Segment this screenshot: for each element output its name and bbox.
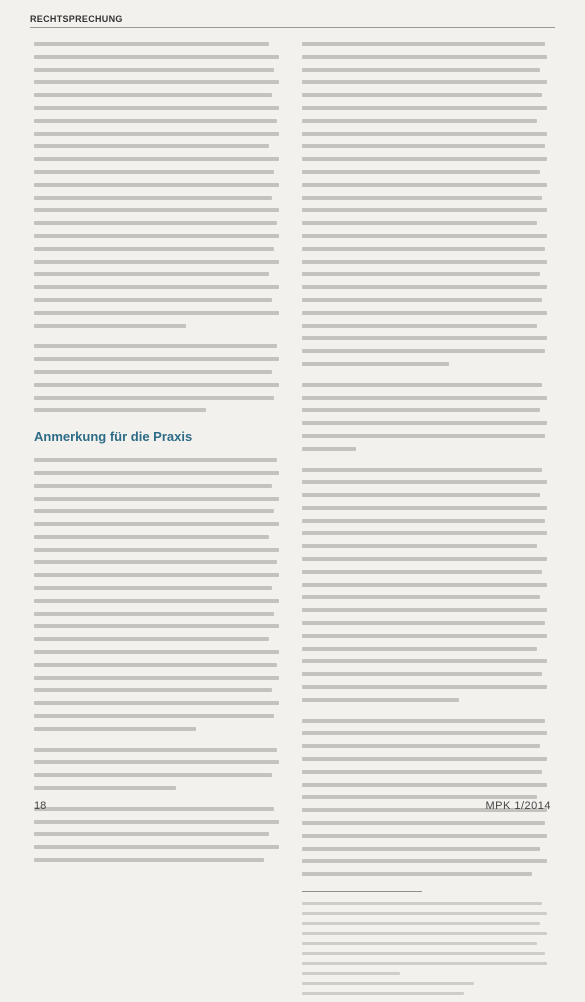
text-line — [302, 557, 547, 561]
text-line — [302, 434, 545, 438]
text-line — [34, 832, 269, 836]
text-line — [34, 701, 279, 705]
text-line — [302, 932, 547, 935]
text-line — [34, 357, 279, 361]
section-heading: Anmerkung für die Praxis — [34, 429, 193, 445]
text-line — [302, 770, 542, 774]
running-header: RECHTSPRECHUNG — [30, 14, 123, 24]
text-line — [302, 992, 464, 995]
page-number: 18 — [34, 800, 47, 812]
text-line — [34, 408, 206, 412]
text-line — [34, 586, 272, 590]
text-line — [302, 221, 537, 225]
text-line — [302, 260, 547, 264]
text-line — [302, 570, 542, 574]
text-line — [302, 659, 547, 663]
text-line — [34, 170, 274, 174]
text-line — [302, 783, 547, 787]
text-line — [302, 731, 547, 735]
text-line — [302, 519, 545, 523]
text-line — [302, 157, 547, 161]
text-line — [34, 234, 279, 238]
text-line — [34, 471, 279, 475]
text-line — [302, 144, 545, 148]
text-line — [302, 447, 356, 451]
text-line — [34, 807, 274, 811]
text-line — [302, 80, 547, 84]
text-line — [302, 922, 540, 925]
text-line — [34, 727, 196, 731]
text-line — [302, 685, 547, 689]
text-line — [302, 480, 547, 484]
text-line — [302, 902, 542, 905]
text-line — [302, 68, 540, 72]
text-line — [302, 972, 400, 975]
text-line — [34, 663, 277, 667]
text-line — [302, 396, 547, 400]
body-paragraph — [34, 807, 279, 871]
text-line — [302, 719, 545, 723]
text-line — [302, 208, 547, 212]
text-line — [302, 421, 547, 425]
text-line — [34, 260, 279, 264]
text-line — [34, 535, 269, 539]
text-line — [302, 349, 545, 353]
text-line — [302, 531, 547, 535]
text-line — [302, 647, 537, 651]
text-line — [302, 132, 547, 136]
text-line — [302, 962, 547, 965]
text-line — [302, 196, 542, 200]
text-line — [302, 493, 540, 497]
text-line — [302, 672, 542, 676]
text-line — [302, 544, 537, 548]
header-divider — [30, 27, 555, 28]
text-line — [34, 272, 269, 276]
text-line — [302, 93, 542, 97]
text-line — [34, 247, 274, 251]
text-line — [302, 744, 540, 748]
text-line — [34, 68, 274, 72]
text-line — [34, 688, 272, 692]
text-line — [302, 170, 540, 174]
text-line — [302, 608, 547, 612]
text-line — [34, 285, 279, 289]
text-line — [34, 344, 277, 348]
text-line — [34, 637, 269, 641]
footnotes — [302, 902, 547, 1002]
text-line — [34, 221, 277, 225]
text-line — [34, 786, 176, 790]
journal-reference: MPK 1/2014 — [485, 800, 551, 812]
text-line — [302, 468, 542, 472]
text-line — [302, 362, 449, 366]
text-line — [34, 144, 269, 148]
body-paragraph — [34, 344, 279, 421]
text-line — [34, 599, 279, 603]
text-line — [34, 196, 272, 200]
text-line — [34, 820, 279, 824]
text-line — [302, 285, 547, 289]
text-line — [34, 560, 277, 564]
text-line — [34, 183, 279, 187]
body-paragraph — [34, 748, 279, 799]
text-line — [302, 634, 547, 638]
body-paragraph — [302, 468, 547, 711]
text-line — [302, 982, 474, 985]
text-line — [302, 795, 537, 799]
text-line — [302, 912, 547, 915]
text-line — [34, 298, 272, 302]
text-line — [302, 311, 547, 315]
text-line — [34, 624, 279, 628]
text-line — [34, 311, 279, 315]
body-paragraph — [34, 42, 279, 336]
text-line — [34, 119, 277, 123]
text-line — [34, 497, 279, 501]
text-line — [302, 247, 545, 251]
body-paragraph — [34, 458, 279, 740]
text-line — [302, 952, 545, 955]
text-line — [34, 80, 279, 84]
text-line — [34, 208, 279, 212]
text-line — [302, 872, 532, 876]
text-line — [34, 676, 279, 680]
text-line — [34, 396, 274, 400]
text-line — [302, 821, 545, 825]
text-line — [302, 119, 537, 123]
text-line — [34, 324, 186, 328]
text-line — [34, 42, 269, 46]
text-line — [34, 760, 279, 764]
text-line — [302, 859, 547, 863]
text-line — [34, 748, 277, 752]
body-paragraph — [302, 42, 547, 375]
text-line — [302, 621, 545, 625]
text-line — [302, 847, 540, 851]
text-line — [34, 612, 274, 616]
text-line — [302, 595, 540, 599]
text-line — [302, 698, 459, 702]
text-line — [34, 484, 272, 488]
text-line — [34, 522, 279, 526]
text-line — [302, 336, 547, 340]
text-line — [302, 298, 542, 302]
text-line — [34, 458, 277, 462]
text-line — [302, 942, 537, 945]
text-line — [302, 383, 542, 387]
right-column — [302, 42, 547, 1002]
text-line — [34, 55, 279, 59]
text-line — [34, 573, 279, 577]
text-line — [34, 383, 279, 387]
text-line — [302, 183, 547, 187]
footnote-divider — [302, 891, 422, 892]
body-paragraph — [302, 383, 547, 460]
text-line — [34, 773, 272, 777]
text-line — [302, 55, 547, 59]
text-line — [302, 106, 547, 110]
text-line — [302, 583, 547, 587]
text-line — [34, 370, 272, 374]
text-line — [302, 757, 547, 761]
text-line — [34, 132, 279, 136]
text-line — [34, 509, 274, 513]
text-line — [302, 506, 547, 510]
text-line — [34, 157, 279, 161]
text-line — [34, 858, 264, 862]
text-line — [302, 234, 547, 238]
text-line — [302, 272, 540, 276]
text-line — [34, 650, 279, 654]
text-line — [302, 834, 547, 838]
text-line — [34, 93, 272, 97]
text-line — [302, 408, 540, 412]
text-line — [34, 714, 274, 718]
text-line — [34, 845, 279, 849]
left-column — [34, 42, 279, 871]
text-line — [302, 42, 545, 46]
text-line — [302, 324, 537, 328]
text-line — [34, 106, 279, 110]
text-line — [34, 548, 279, 552]
